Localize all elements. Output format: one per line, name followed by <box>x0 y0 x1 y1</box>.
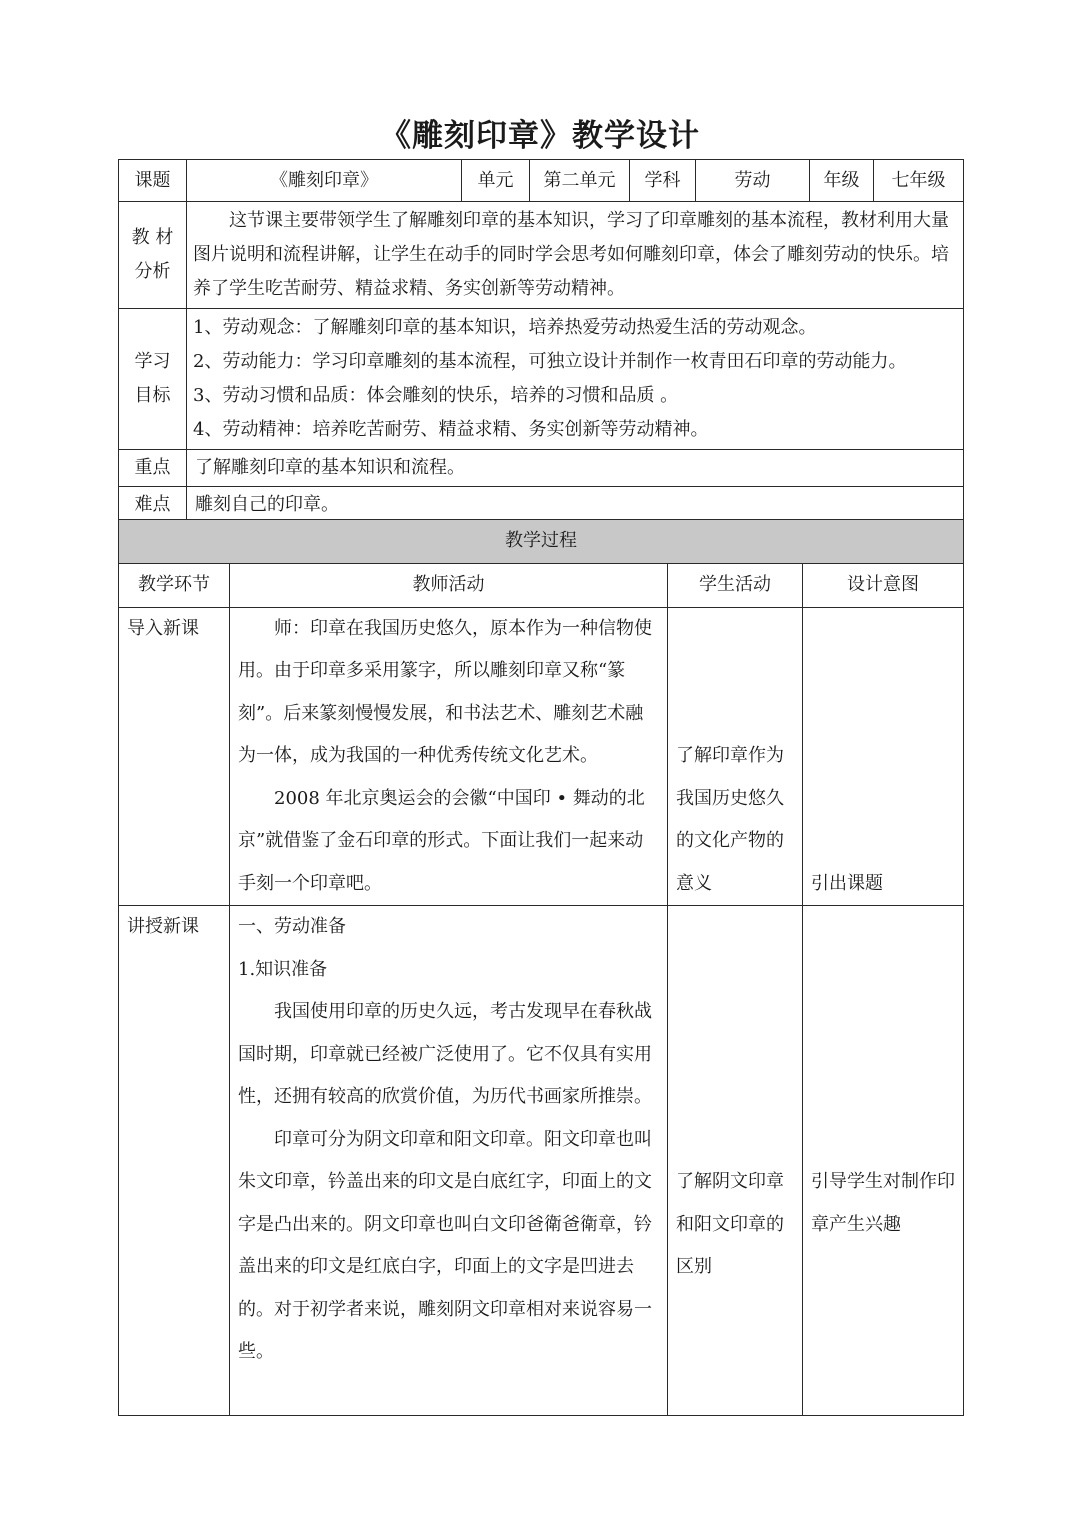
difficulty-row <box>119 487 964 524</box>
key-label: 重点 <box>119 450 187 487</box>
stage-cell: 讲授新课 <box>119 906 230 1416</box>
design-intent: 引出课题 <box>803 607 964 906</box>
course-value: 《雕刻印章》 <box>187 160 462 202</box>
goals-list <box>187 309 964 450</box>
header-teacher: 教师活动 <box>230 564 668 608</box>
goals-row <box>119 309 964 450</box>
grade-value: 七年级 <box>874 160 964 202</box>
analysis-text: 这节课主要带领学生了解雕刻印章的基本知识，学习了印章雕刻的基本流程，教材利用大量图片说明和流程讲解，让学生在动手的同时学会思考如何雕刻印章，体会了雕刻劳动的快乐。培养了学生吃苦耐劳、精益求精、务实创新等劳动精神。 <box>187 202 964 309</box>
goal-item: 4、劳动精神：培养吃苦耐劳、精益求精、务实创新等劳动精神。 <box>193 419 709 440</box>
grade-label: 年级 <box>810 160 874 202</box>
teacher-activity: 师：印章在我国历史悠久，原本作为一种信物使用。由于印章多采用篆字，所以雕刻印章又称“篆刻”。后来篆刻慢慢发展，和书法艺术、雕刻艺术融为一体，成为我国的一种优秀传统文化艺术。 2008 年北京奥运会的会徽“中国印 • 舞动的北京”就借鉴了金石印章的形式。下面让我们一起来动手刻一个印章吧。 <box>230 607 668 906</box>
unit-value: 第二单元 <box>530 160 630 202</box>
info-table <box>118 159 964 524</box>
student-activity: 了解印章作为我国历史悠久的文化产物的意义 <box>668 607 803 906</box>
subject-value: 劳动 <box>696 160 810 202</box>
goal-item: 3、劳动习惯和品质：体会雕刻的快乐，培养的习惯和品质 。 <box>193 385 679 406</box>
unit-label: 单元 <box>462 160 530 202</box>
subject-label: 学科 <box>630 160 696 202</box>
goal-item: 2、劳动能力：学习印章雕刻的基本流程，可独立设计并制作一枚青田石印章的劳动能力。 <box>193 351 907 372</box>
table-row <box>119 607 964 906</box>
key-text: 了解雕刻印章的基本知识和流程。 <box>187 450 964 487</box>
difficulty-text: 雕刻自己的印章。 <box>187 487 964 524</box>
design-intent: 引导学生对制作印章产生兴趣 <box>803 906 964 1416</box>
header-stage: 教学环节 <box>119 564 230 608</box>
header-student: 学生活动 <box>668 564 803 608</box>
analysis-row <box>119 202 964 309</box>
course-row <box>119 160 964 202</box>
process-header-row <box>119 564 964 608</box>
goals-label: 学习 目标 <box>119 309 187 450</box>
goal-item: 1、劳动观念：了解雕刻印章的基本知识，培养热爱劳动热爱生活的劳动观念。 <box>193 317 817 338</box>
student-activity: 了解阴文印章和阳文印章的区别 <box>668 906 803 1416</box>
table-row <box>119 906 964 1416</box>
process-band <box>119 520 964 564</box>
key-row <box>119 450 964 487</box>
process-title: 教学过程 <box>119 520 964 564</box>
page-title: 《雕刻印章》教学设计 <box>380 118 700 154</box>
difficulty-label: 难点 <box>119 487 187 524</box>
header-intent: 设计意图 <box>803 564 964 608</box>
analysis-label: 教 材 分析 <box>119 202 187 309</box>
process-table <box>118 519 964 1416</box>
stage-cell: 导入新课 <box>119 607 230 906</box>
teacher-activity: 一、劳动准备 1.知识准备 我国使用印章的历史久远，考古发现早在春秋战国时期，印章就已经被广泛使用了。它不仅具有实用性，还拥有较高的欣赏价值，为历代书画家所推崇。 印章可分为阴文印章和阳文印章。阳文印章也叫朱文印章，钤盖出来的印文是白底红字，印面上的文字是凸出来的。阴文印章也叫白文印爸衛爸衛章，钤盖出来的印文是红底白字，印面上的文字是凹进去的。对于初学者来说，雕刻阴文印章相对来说容易一些。 <box>230 906 668 1416</box>
course-label: 课题 <box>119 160 187 202</box>
